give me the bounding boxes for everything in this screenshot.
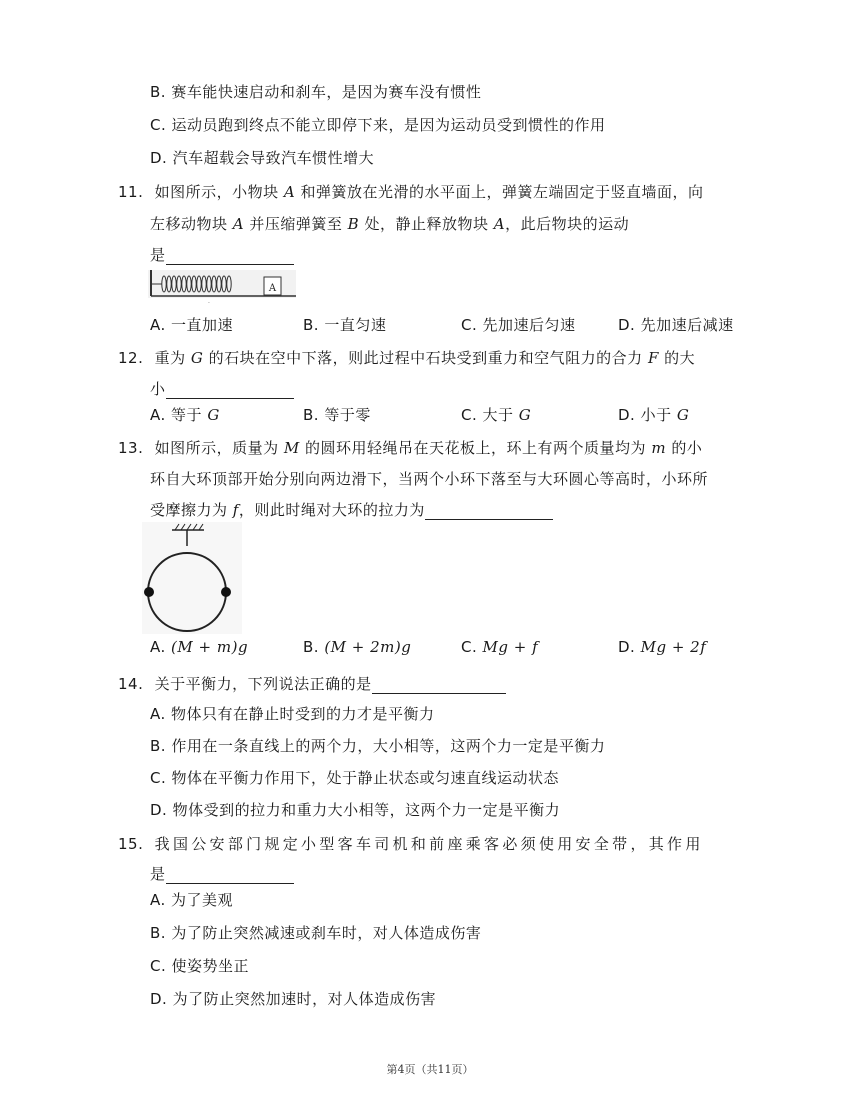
q11-stem-line2: 左移动物块 A 并压缩弹簧至 B 处，静止释放物块 A，此后物块的运动 xyxy=(150,215,630,233)
q14-option-c: C. 物体在平衡力作用下，处于静止状态或匀速直线运动状态 xyxy=(150,769,560,787)
q11-option-a: A. 一直加速 xyxy=(150,316,234,334)
q12-stem-line2: 小 xyxy=(150,378,294,399)
q14-option-d: D. 物体受到的拉力和重力大小相等，这两个力一定是平衡力 xyxy=(150,801,561,819)
small-ring-left xyxy=(144,587,154,597)
q13-option-b: B. (M + 2m)g xyxy=(303,638,412,656)
q11-option-b: B. 一直匀速 xyxy=(303,316,387,334)
q14-option-a: A. 物体只有在静止时受到的力才是平衡力 xyxy=(150,705,435,723)
q15-option-c: C. 使姿势坐正 xyxy=(150,957,250,975)
q12-option-c: C. 大于 G xyxy=(461,406,532,424)
q13-option-a: A. (M + m)g xyxy=(150,638,249,656)
ring-diagram xyxy=(142,522,242,634)
q14-number: 14. xyxy=(118,675,144,693)
q11-number: 11. xyxy=(118,183,144,201)
q13-number: 13. xyxy=(118,439,144,457)
q15-option-d: D. 为了防止突然加速时，对人体造成伤害 xyxy=(150,990,437,1008)
spring-block-diagram xyxy=(148,266,300,306)
q15-option-b: B. 为了防止突然减速或刹车时，对人体造成伤害 xyxy=(150,924,482,942)
q12-number: 12. xyxy=(118,349,144,367)
q14-stem: 14. 关于平衡力，下列说法正确的是 xyxy=(118,673,506,694)
q13-option-d: D. Mg + 2f xyxy=(618,638,707,656)
q12-option-d: D. 小于 G xyxy=(618,406,690,424)
q13-stem-line1: 13. 如图所示，质量为 M 的圆环用轻绳吊在天花板上，环上有两个质量均为 m 的小 xyxy=(118,439,703,457)
q14-option-b: B. 作用在一条直线上的两个力，大小相等，这两个力一定是平衡力 xyxy=(150,737,606,755)
q11-stem-line3: 是 xyxy=(150,244,294,265)
q12-stem-line1: 12. 重为 G 的石块在空中下落，则此过程中石块受到重力和空气阻力的合力 F 的大 xyxy=(118,349,696,367)
q15-number: 15. xyxy=(118,835,144,853)
q12-option-a: A. 等于 G xyxy=(150,406,220,424)
q13-answer-blank[interactable] xyxy=(425,503,553,520)
q15-answer-blank[interactable] xyxy=(166,867,294,884)
small-ring-right xyxy=(221,587,231,597)
q13-stem-line3: 受摩擦力为 f，则此时绳对大环的拉力为 xyxy=(150,499,553,520)
q13-stem-line2: 环自大环顶部开始分别向两边滑下，当两个小环下落至与大环圆心等高时，小环所 xyxy=(150,470,709,488)
q15-option-a: A. 为了美观 xyxy=(150,891,234,909)
page-footer: 第4页（共11页） xyxy=(386,1063,474,1076)
q11-option-c: C. 先加速后匀速 xyxy=(461,316,576,334)
q10-option-b: B. 赛车能快速启动和刹车，是因为赛车没有惯性 xyxy=(150,83,482,101)
q15-stem-line2: 是 xyxy=(150,863,294,884)
q13-option-c: C. Mg + f xyxy=(461,638,539,656)
q10-option-c: C. 运动员跑到终点不能立即停下来，是因为运动员受到惯性的作用 xyxy=(150,116,606,134)
q12-answer-blank[interactable] xyxy=(166,382,294,399)
q15-stem-line1: 15. 我国公安部门规定小型客车司机和前座乘客必须使用安全带，其作用 xyxy=(118,835,704,853)
q14-answer-blank[interactable] xyxy=(372,677,506,694)
q10-option-d: D. 汽车超载会导致汽车惯性增大 xyxy=(150,149,375,167)
q11-stem-line1: 11. 如图所示，小物块 A 和弹簧放在光滑的水平面上，弹簧左端固定于竖直墙面，向 xyxy=(118,183,704,201)
q12-option-b: B. 等于零 xyxy=(303,406,371,424)
svg-text:·: · xyxy=(208,300,210,306)
q11-answer-blank[interactable] xyxy=(166,248,294,265)
q11-option-d: D. 先加速后减速 xyxy=(618,316,734,334)
block-a-label: A xyxy=(268,283,277,294)
